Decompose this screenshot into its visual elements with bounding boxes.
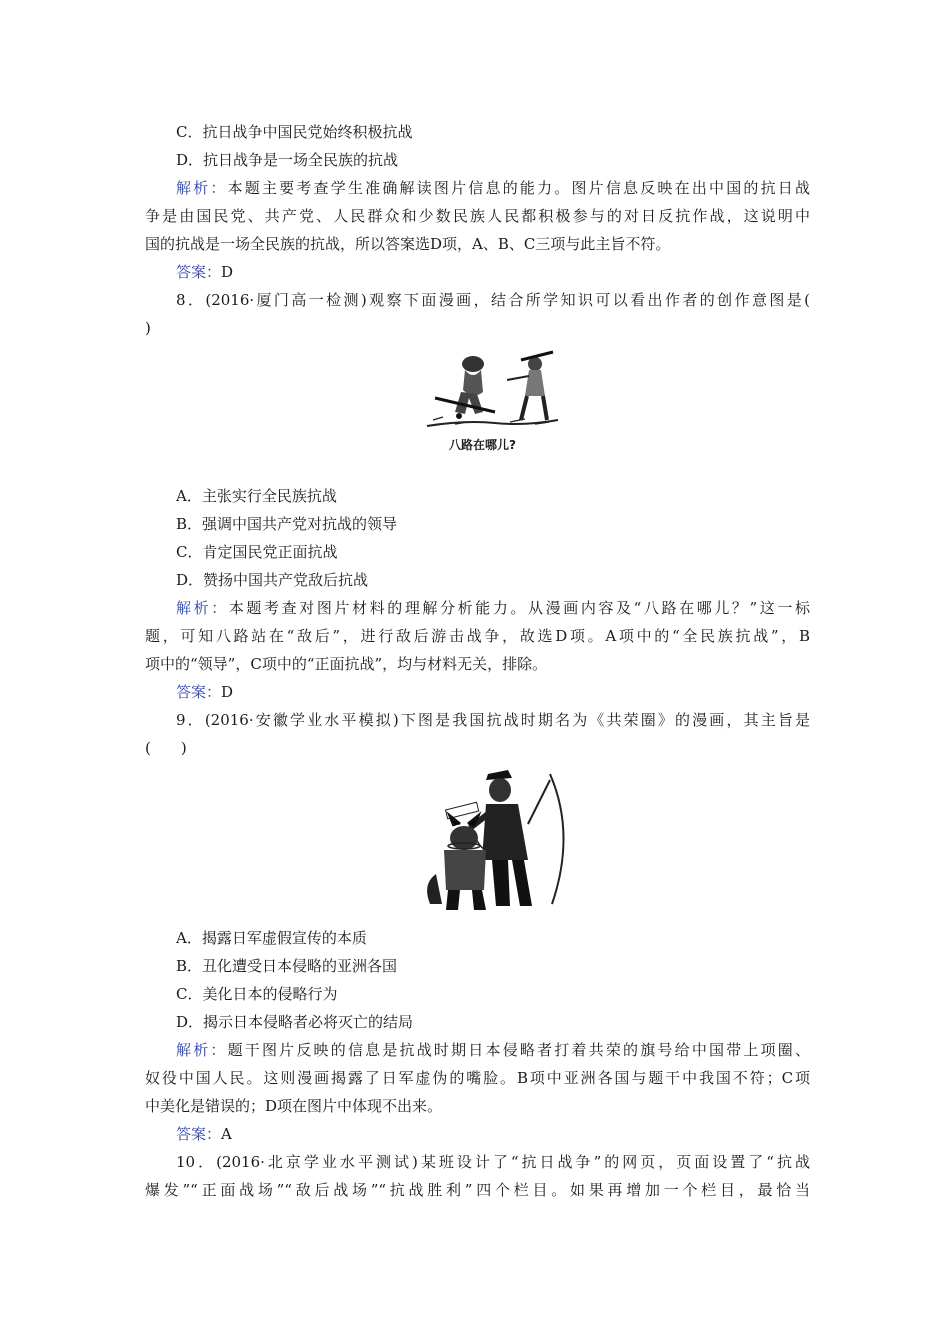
answer-label: 答案： bbox=[176, 263, 222, 281]
q9-analysis-line1: 解析：题干图片反映的信息是抗战时期日本侵略者打着共荣的旗号给中国带上项圈、 bbox=[176, 1041, 810, 1059]
analysis-label: 解析： bbox=[176, 1041, 228, 1059]
q8-option-d: D．赞扬中国共产党敌后抗战 bbox=[176, 571, 369, 589]
q8-stem-line1: 8．(2016·厦门高一检测)观察下面漫画，结合所学知识可以看出作者的创作意图是( bbox=[176, 291, 810, 309]
q9-stem-line1: 9．(2016·安徽学业水平模拟)下图是我国抗战时期名为《共荣圈》的漫画，其主旨是 bbox=[176, 711, 810, 729]
q9-answer: 答案：A bbox=[176, 1125, 232, 1143]
q8-option-a: A．主张实行全民族抗战 bbox=[176, 487, 337, 505]
co-prosperity-cartoon bbox=[416, 764, 576, 916]
analysis-label: 解析： bbox=[176, 179, 228, 197]
q7-option-d: D．抗日战争是一场全民族的抗战 bbox=[176, 151, 399, 169]
q7-analysis-line2: 争是由国民党、共产党、人民群众和少数民族人民都积极参与的对日反抗作战，这说明中 bbox=[145, 207, 810, 225]
q8-answer: 答案：D bbox=[176, 683, 234, 701]
q7-option-c: C．抗日战争中国民党始终积极抗战 bbox=[176, 123, 413, 141]
q8-cartoon-caption: 八路在哪儿? bbox=[449, 438, 516, 452]
answer-label: 答案： bbox=[176, 1125, 222, 1143]
q7-answer: 答案：D bbox=[176, 263, 234, 281]
q8-option-b: B．强调中国共产党对抗战的领导 bbox=[176, 515, 398, 533]
eighth-route-cartoon bbox=[425, 350, 560, 432]
q9-option-c: C．美化日本的侵略行为 bbox=[176, 985, 338, 1003]
q9-option-d: D．揭示日本侵略者必将灭亡的结局 bbox=[176, 1013, 414, 1031]
q8-analysis-line1: 解析：本题考查对图片材料的理解分析能力。从漫画内容及“八路在哪儿？”这一标 bbox=[176, 599, 810, 617]
q7-analysis-line3: 国的抗战是一场全民族的抗战，所以答案选D项，A、B、C三项与此主旨不符。 bbox=[145, 235, 671, 253]
answer-label: 答案： bbox=[176, 683, 222, 701]
q7-analysis-line1: 解析：本题主要考查学生准确解读图片信息的能力。图片信息反映在出中国的抗日战 bbox=[176, 179, 810, 197]
q8-stem-line2: ) bbox=[145, 319, 151, 337]
q9-analysis-line2: 奴役中国人民。这则漫画揭露了日军虚伪的嘴脸。B项中亚洲各国与题干中我国不符；C项 bbox=[145, 1069, 810, 1087]
q9-option-a: A．揭露日军虚假宣传的本质 bbox=[176, 929, 367, 947]
q9-option-b: B．丑化遭受日本侵略的亚洲各国 bbox=[176, 957, 398, 975]
q9-analysis-line3: 中美化是错误的；D项在图片中体现不出来。 bbox=[145, 1097, 443, 1115]
q10-stem-line2: 爆发”“正面战场”“敌后战场”“抗战胜利”四个栏目。如果再增加一个栏目，最恰当 bbox=[145, 1181, 810, 1199]
q8-analysis-line3: 项中的“领导”，C项中的“正面抗战”，均与材料无关，排除。 bbox=[145, 655, 548, 673]
q9-stem-line2: ( ) bbox=[145, 739, 187, 757]
q8-analysis-line2: 题，可知八路站在“敌后”，进行敌后游击战争，故选D项。A项中的“全民族抗战”，B bbox=[145, 627, 810, 645]
q10-stem-line1: 10．(2016·北京学业水平测试)某班设计了“抗日战争”的网页，页面设置了“抗战 bbox=[176, 1153, 810, 1171]
q8-option-c: C．肯定国民党正面抗战 bbox=[176, 543, 338, 561]
analysis-label: 解析： bbox=[176, 599, 229, 617]
